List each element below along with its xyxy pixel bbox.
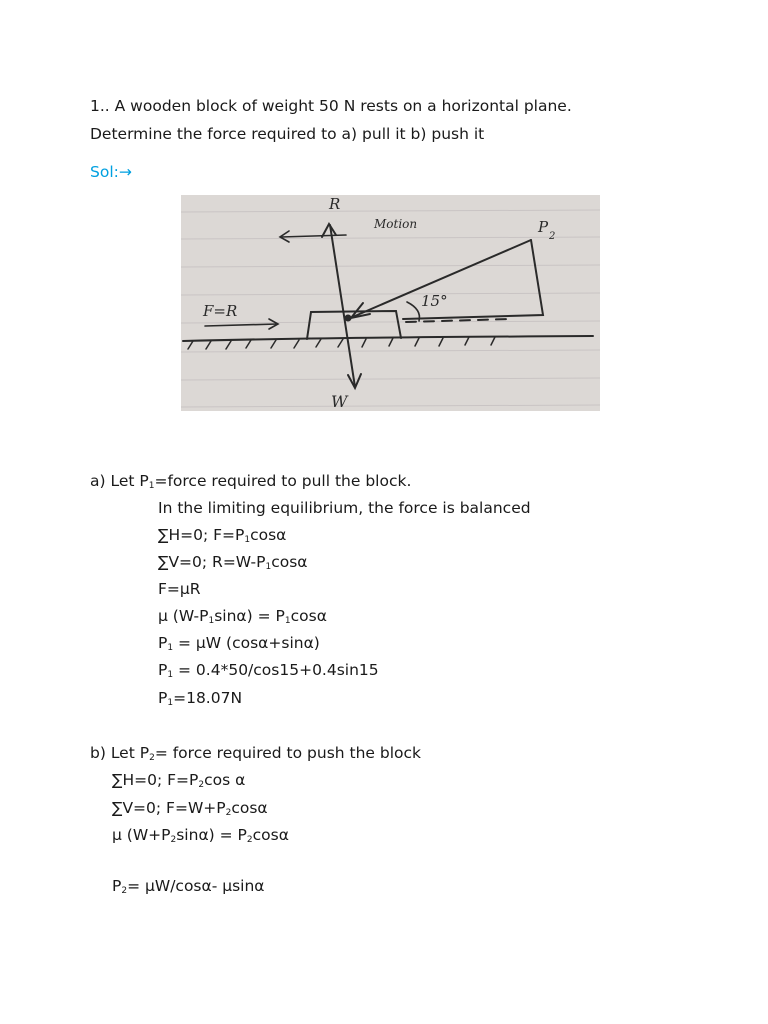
part-a-line-2: In the limiting equilibrium, the force is balanced — [158, 499, 531, 517]
notebook-rules — [181, 210, 600, 407]
part-a-line-1: a) Let $P_1=force$ required to pull the block. — [90, 472, 412, 491]
part-a-line-8: $P_1 = 0.4*50/\cos 15+0.4\sin 15$ — [158, 661, 379, 680]
part-a-line-3: ∑H=0; $F=P_1\cos\alpha$ — [158, 526, 287, 545]
label-angle: 15° — [421, 292, 448, 310]
label-p2-subscript: 2 — [549, 231, 556, 242]
label-r: R — [329, 195, 341, 213]
label-w: W — [331, 392, 348, 411]
reaction-weight-line — [330, 225, 355, 387]
block-center-dot — [345, 315, 352, 322]
part-b-line-1: b) Let $P_2=$ force required to push the block — [90, 744, 422, 763]
part-b-line-2: ∑H=0; $F=P_2\cos$ α — [112, 771, 246, 790]
force-diagram — [181, 195, 600, 411]
label-friction: F=R — [203, 302, 238, 320]
motion-arrow-shaft — [281, 235, 346, 237]
solution-label: Sol:→ — [90, 163, 132, 181]
label-p2: P — [538, 218, 549, 236]
part-b-line-5: $P_2= \mu W/\cos\alpha-$ μsinα — [112, 877, 265, 896]
problem-line-2: Determine the force required to a) pull it b) push it — [90, 125, 485, 143]
label-motion: Motion — [374, 217, 418, 231]
ground-line — [183, 336, 593, 341]
part-a-line-7: $P_1 = \mu W$ (cosα+sinα) — [158, 634, 320, 653]
part-b-line-3: ∑V=0; $F=W+P_2\cos\alpha$ — [112, 799, 268, 818]
force-diagram-photo — [181, 195, 600, 411]
part-a-line-6: μ $(W-P_1\sin\alpha) = P_1\cos\alpha$ — [158, 607, 327, 626]
friction-arrow-shaft — [205, 324, 277, 326]
problem-line-1: 1.. A wooden block of weight 50 N rests on a horizontal plane. — [90, 97, 572, 115]
part-a-line-5: F=μR — [158, 580, 201, 598]
part-a-line-9: $P_1=18.07N$ — [158, 689, 243, 708]
part-b-line-4: μ $(W+P_2\sin\alpha) = P_2\cos\alpha$ — [112, 826, 289, 845]
part-a-line-4: ∑V=0; $R=W-P_1\cos\alpha$ — [158, 553, 308, 572]
